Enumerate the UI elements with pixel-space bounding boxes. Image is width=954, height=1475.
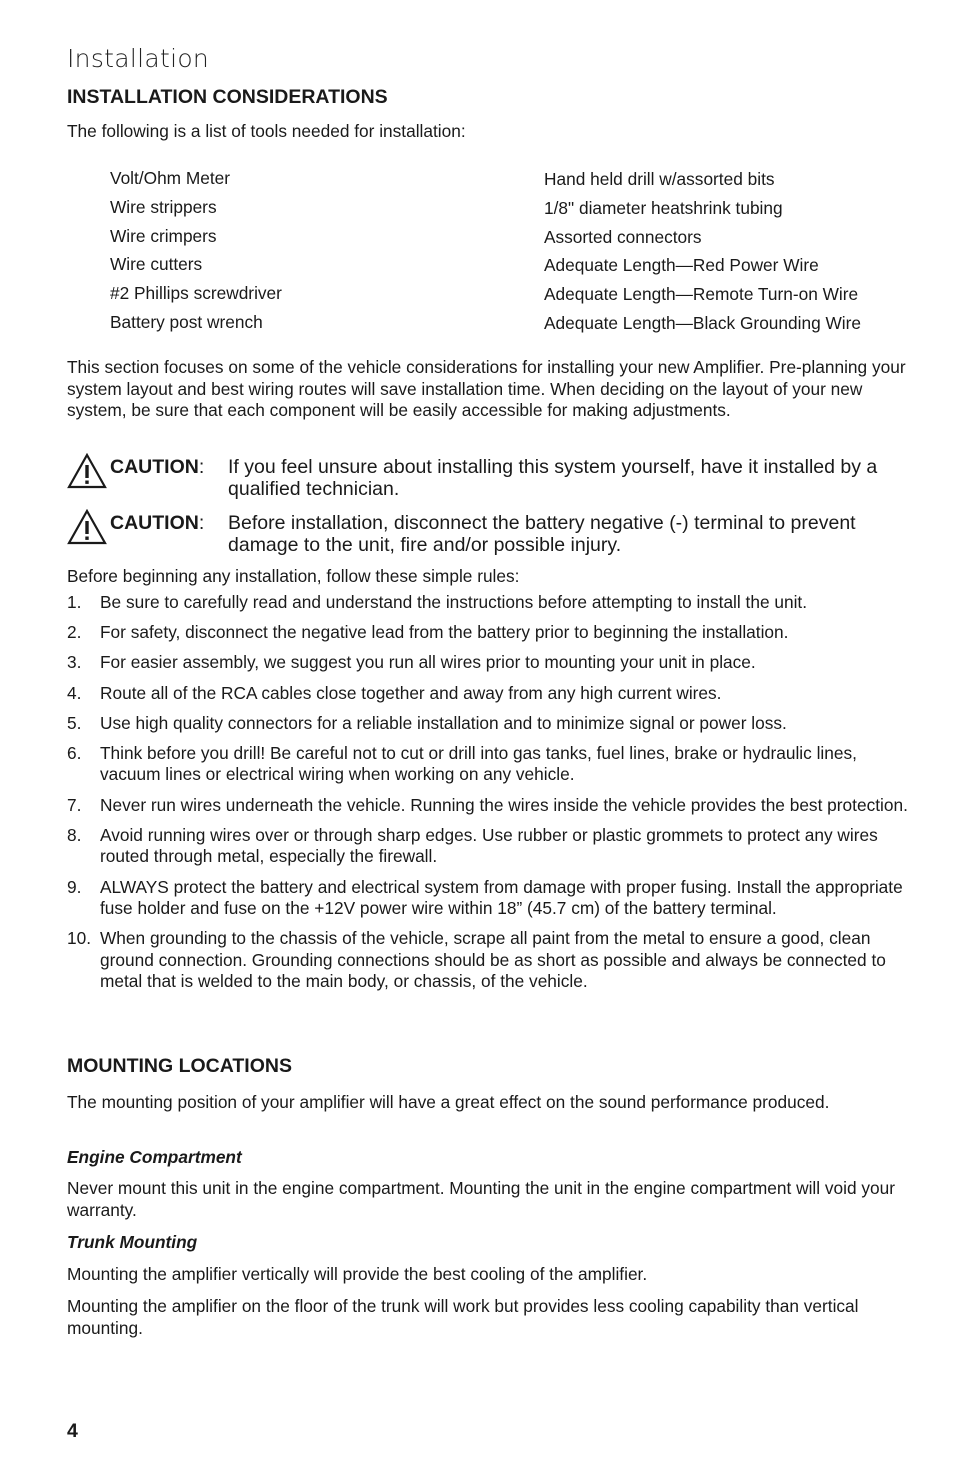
trunk-heading: Trunk Mounting [67, 1232, 198, 1252]
rule-item: 7. Never run wires underneath the vehicle. Running the wires inside the vehicle provides the best protection. [67, 794, 908, 815]
rule-item: 1. Be sure to carefully read and understand the instructions before attempting to install the unit. [67, 592, 808, 612]
considerations-heading: INSTALLATION CONSIDERATIONS [67, 86, 388, 108]
caution-text: If you feel unsure about installing this system yourself, have it installed by a qualified technician. [228, 456, 878, 500]
rule-item: 3. For easier assembly, we suggest you run all wires prior to mounting your unit in place. [67, 652, 756, 673]
tool-item: Battery post wrench [110, 311, 263, 332]
tool-item: Wire crimpers [110, 225, 217, 246]
trunk-text: Mounting the amplifier on the floor of the trunk will work but provides less cooling capability than vertical mounting. [67, 1296, 859, 1338]
rule-item: 8. Avoid running wires over or through sharp edges. Use rubber or plastic grommets to protect any wires routed through metal, especially the firewall. [67, 824, 878, 867]
rule-item: 10. When grounding to the chassis of the vehicle, scrape all paint from the metal to ensure a good, clean ground connection. Grounding connections should be as short as possible and always be connected to metal that is welded to the main body, or chassis, of the vehicle. [67, 928, 886, 992]
tool-item: Adequate Length—Remote Turn-on Wire [544, 284, 859, 305]
page-title: Installation [67, 44, 210, 73]
rule-item: 4. Route all of the RCA cables close together and away from any high current wires. [67, 682, 722, 703]
tool-item: Adequate Length—Red Power Wire [544, 255, 819, 276]
section-paragraph: This section focuses on some of the vehicle considerations for installing your new Amplifier. Pre-planning your system layout and best wiring routes will save installation time. When deciding on the layout of your new system, be sure that each component will be easily accessible for making adjustments. [67, 357, 906, 420]
engine-heading: Engine Compartment [67, 1147, 242, 1167]
mounting-intro: The mounting position of your amplifier will have a great effect on the sound performance produced. [67, 1092, 830, 1112]
engine-text: Never mount this unit in the engine compartment. Mounting the unit in the engine compartment will void your warranty. [67, 1178, 896, 1220]
rules-intro: Before beginning any installation, follow these simple rules: [67, 566, 520, 586]
tool-item: #2 Phillips screwdriver [110, 283, 282, 304]
page-number: 4 [67, 1420, 78, 1442]
trunk-text: Mounting the amplifier vertically will provide the best cooling of the amplifier. [67, 1264, 648, 1284]
tool-item: 1/8" diameter heatshrink tubing [544, 197, 783, 218]
tool-item: Assorted connectors [544, 226, 702, 247]
rule-item: 6. Think before you drill! Be careful not to cut or drill into gas tanks, fuel lines, brake or hydraulic lines, vacuum lines or electrical wiring when working on any vehicle. [67, 742, 857, 785]
tool-item: Adequate Length—Black Grounding Wire [544, 312, 862, 333]
tools-column-right [544, 167, 861, 340]
tool-item: Hand held drill w/assorted bits [544, 169, 775, 189]
tools-intro: The following is a list of tools needed for installation: [67, 121, 466, 141]
tool-item: Wire cutters [110, 254, 203, 275]
tools-column-left [110, 166, 282, 339]
rules-list [67, 592, 912, 1001]
tool-item: Volt/Ohm Meter [110, 168, 231, 188]
mounting-heading: MOUNTING LOCATIONS [67, 1055, 292, 1077]
rule-item: 9. ALWAYS protect the battery and electrical system from damage with proper fusing. Install the appropriate fuse holder and fuse on the +12V power wire within 18” (45.7 cm) of the battery terminal. [67, 876, 903, 918]
warning-triangle-icon [67, 453, 107, 489]
rule-item: 5. Use high quality connectors for a reliable installation and to minimize signal or power loss. [67, 712, 787, 733]
caution-label: CAUTION: [110, 456, 205, 478]
rule-item: 2. For safety, disconnect the negative lead from the battery prior to beginning the installation. [67, 622, 789, 643]
caution-text: Before installation, disconnect the battery negative (-) terminal to prevent damage to the unit, fire and/or possible injury. [228, 512, 856, 556]
warning-triangle-icon [67, 509, 107, 545]
tool-item: Wire strippers [110, 196, 217, 217]
caution-label: CAUTION: [110, 512, 205, 534]
